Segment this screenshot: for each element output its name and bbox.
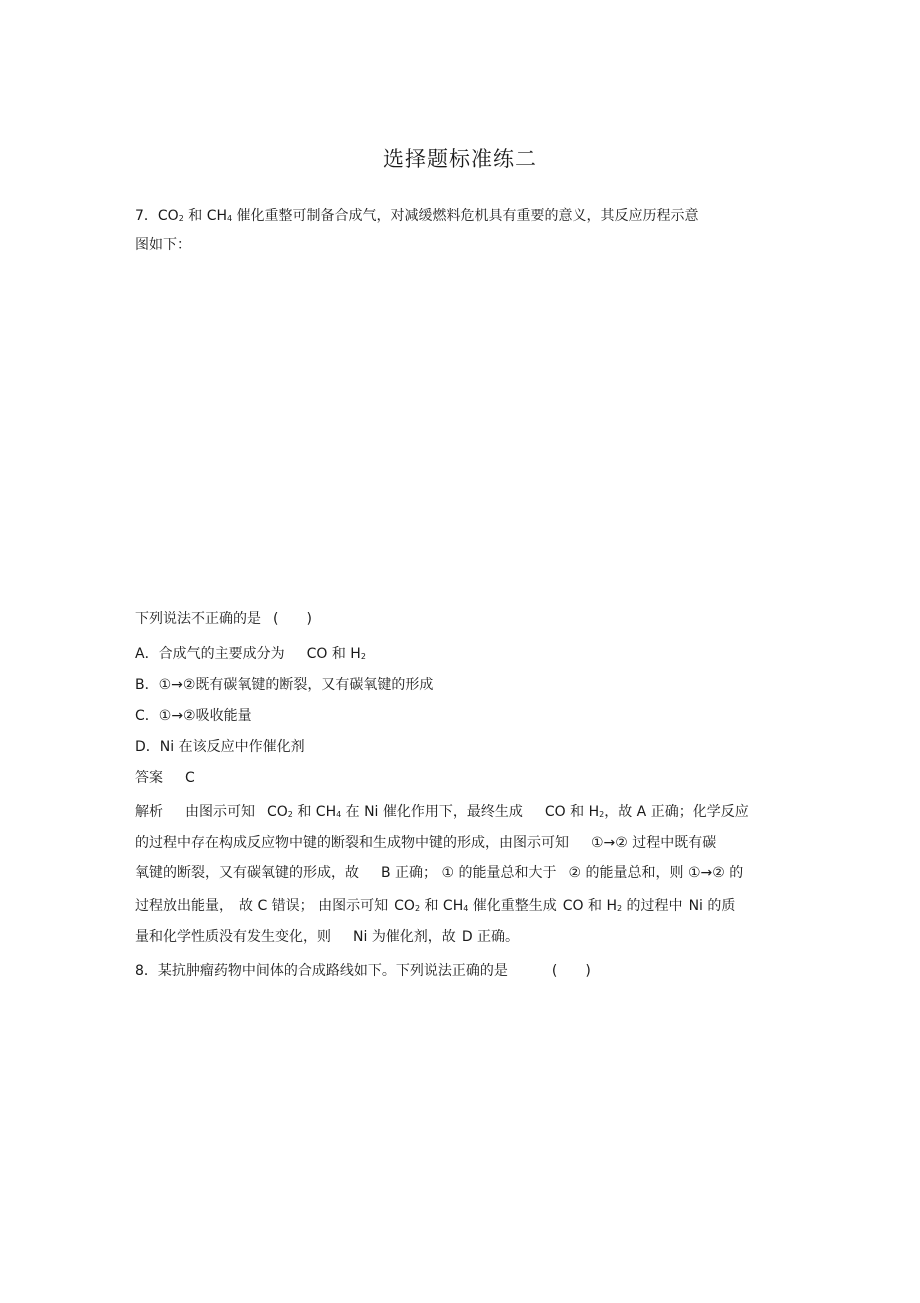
q7-stem-line2: 图如下：	[135, 237, 191, 253]
analysis-line5: 量和化学性质没有发生变化，则 Ni 为催化剂，故 D 正确。	[135, 929, 520, 945]
option-d: D．Ni 在该反应中作催化剂	[135, 739, 305, 755]
q7-question: 下列说法不正确的是 ( )	[135, 611, 312, 627]
analysis-line3: 氧键的断裂，又有碳氧键的形成，故 B 正确； ① 的能量总和大于 ② 的能量总和，则 ①→② 的	[135, 865, 744, 881]
analysis-line4: 过程放出能量， 故 C 错误； 由图示可知 $CO_2$ 和 $CH_4$ 催化重整生成 CO 和 $H_2$ 的过程中 Ni 的质	[135, 898, 736, 914]
q8-stem: 8．某抗肿瘤药物中间体的合成路线如下。下列说法正确的是 ( )	[135, 963, 591, 979]
reaction-diagram-area	[135, 255, 785, 595]
analysis-line2: 的过程中存在构成反应物中键的断裂和生成物中键的形成，由图示可知 ①→② 过程中既有碳	[135, 835, 717, 851]
option-c: C．①→②吸收能量	[135, 708, 252, 724]
option-b: B．①→②既有碳氧键的断裂，又有碳氧键的形成	[135, 677, 434, 693]
analysis-line1: 解析 由图示可知 $CO_2$ 和 $CH_4$ 在 Ni 催化作用下，最终生成 CO 和 $H_2$，故 A 正确；化学反应	[135, 804, 749, 820]
answer: 答案 C	[135, 770, 195, 786]
q7-stem-line1: 7．$CO_2$ 和 $CH_4$ 催化重整可制备合成气，对减缓燃料危机具有重要的意义，其反应历程示意	[135, 208, 699, 224]
page-title: 选择题标准练二	[383, 147, 537, 171]
option-a: A．合成气的主要成分为 CO 和 $H_2$	[135, 646, 366, 662]
